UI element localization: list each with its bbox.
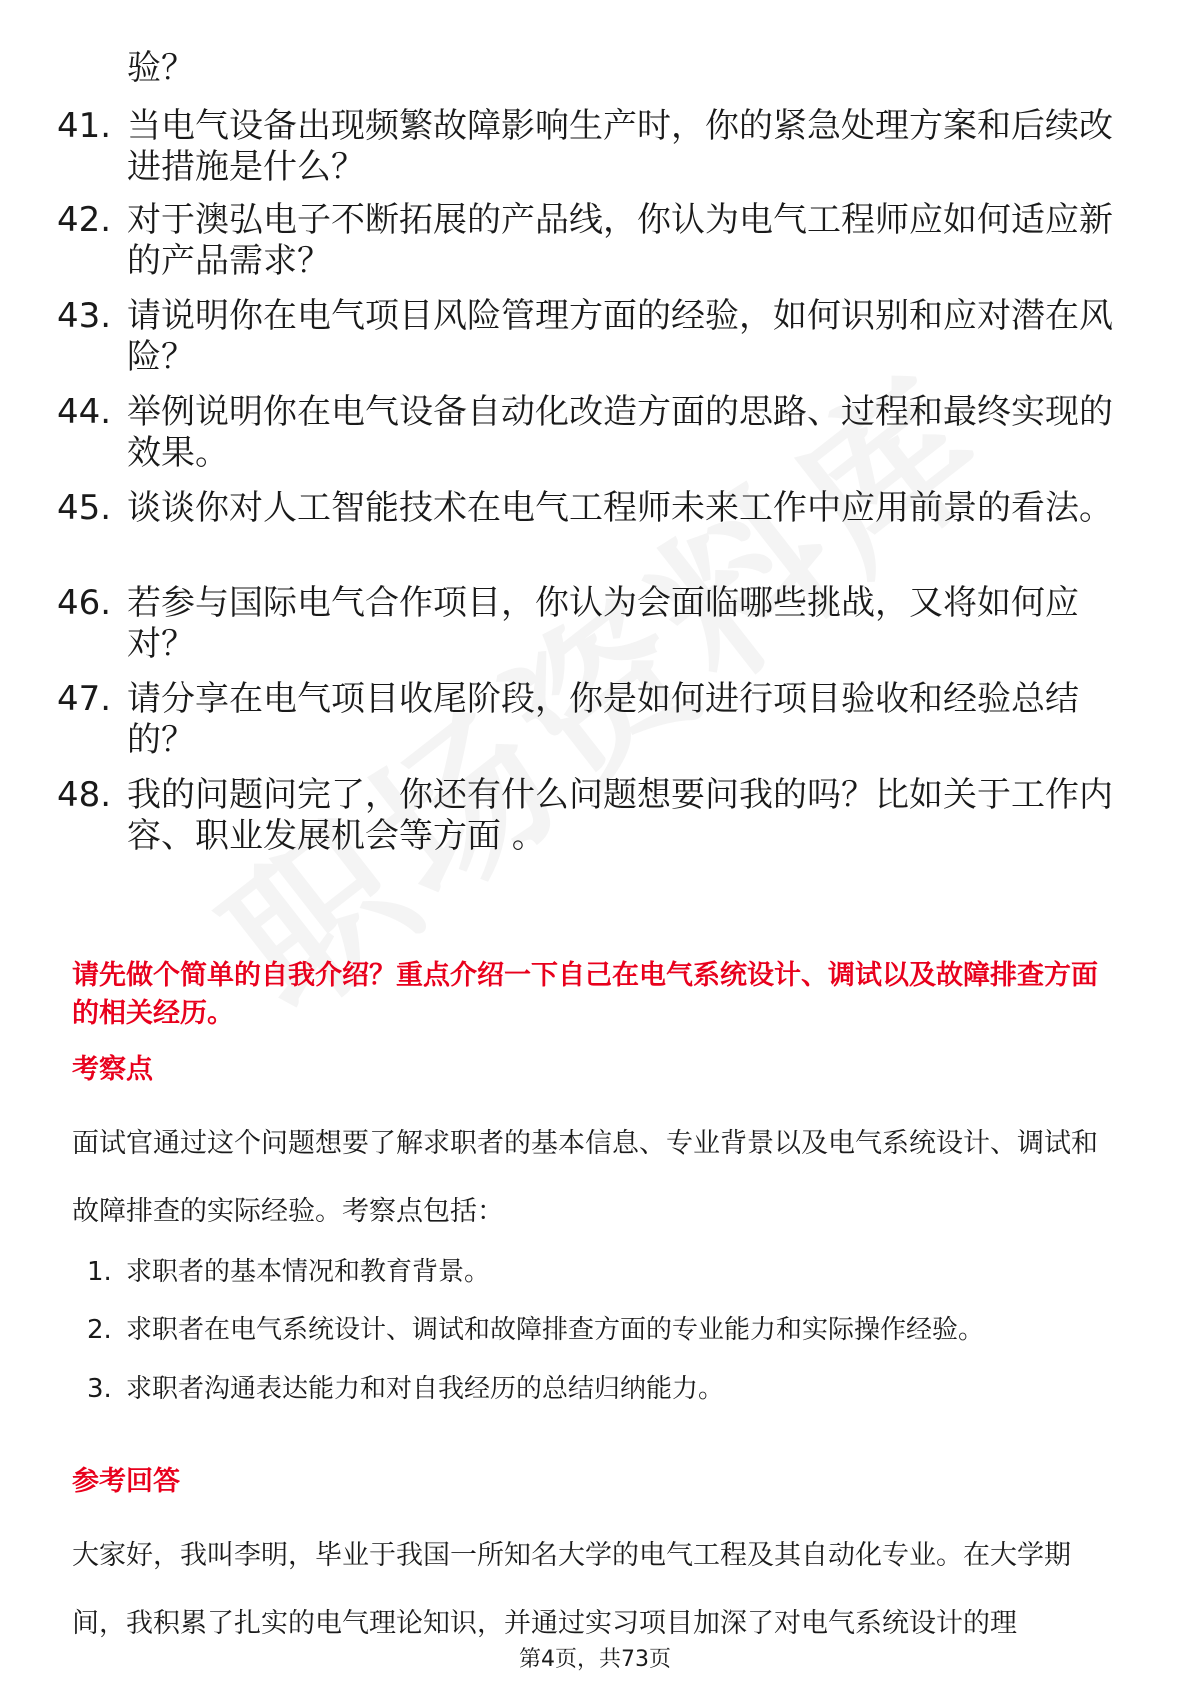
question-number: 43. [57, 296, 112, 336]
question-text: 请分享在电气项目收尾阶段，你是如何进行项目验收和经验总结的？ [127, 679, 1079, 760]
question-number: 48. [57, 775, 112, 815]
answer-text: 大家好，我叫李明，毕业于我国一所知名大学的电气工程及其自动化专业。在大学期间，我积累了扎实的电气理论知识，并通过实习项目加深了对电气系统设计的理 [72, 1540, 1071, 1639]
question-text: 对于澳弘电子不断拓展的产品线，你认为电气工程师应如何适应新的产品需求？ [127, 200, 1113, 281]
question-text: 若参与国际电气合作项目，你认为会面临哪些挑战，又将如何应对？ [127, 583, 1079, 664]
section-question: 请先做个简单的自我介绍？重点介绍一下自己在电气系统设计、调试以及故障排查方面的相关经历。 [72, 960, 1098, 1029]
question-number: 44. [57, 392, 112, 432]
question-number: 46. [57, 583, 112, 623]
question-number: 41. [57, 106, 112, 146]
question-text: 当电气设备出现频繁故障影响生产时，你的紧急处理方案和后续改进措施是什么？ [127, 106, 1113, 187]
list-text: 求职者的基本情况和教育背景。 [126, 1257, 491, 1287]
question-text: 验？ [127, 48, 195, 88]
question-text: 请说明你在电气项目风险管理方面的经验，如何识别和应对潜在风险？ [127, 296, 1113, 377]
list-number: 2. [87, 1315, 112, 1345]
list-text: 求职者沟通表达能力和对自我经历的总结归纳能力。 [126, 1374, 725, 1404]
question-number: 47. [57, 679, 112, 719]
answer-title: 参考回答 [72, 1466, 180, 1497]
question-number: 45. [57, 488, 112, 528]
list-number: 3. [87, 1374, 112, 1404]
focus-title: 考察点 [72, 1054, 153, 1085]
question-text: 谈谈你对人工智能技术在电气工程师未来工作中应用前景的看法。 [127, 488, 1113, 528]
focus-intro: 面试官通过这个问题想要了解求职者的基本信息、专业背景以及电气系统设计、调试和故障排查的实际经验。考察点包括： [72, 1128, 1098, 1227]
list-number: 1. [87, 1257, 112, 1287]
page-footer: 第4页，共73页 [519, 1647, 671, 1672]
question-text: 举例说明你在电气设备自动化改造方面的思路、过程和最终实现的效果。 [127, 392, 1113, 473]
question-number: 42. [57, 200, 112, 240]
list-text: 求职者在电气系统设计、调试和故障排查方面的专业能力和实际操作经验。 [126, 1315, 985, 1345]
question-text: 我的问题问完了，你还有什么问题想要问我的吗？比如关于工作内容、职业发展机会等方面 。 [127, 775, 1113, 856]
